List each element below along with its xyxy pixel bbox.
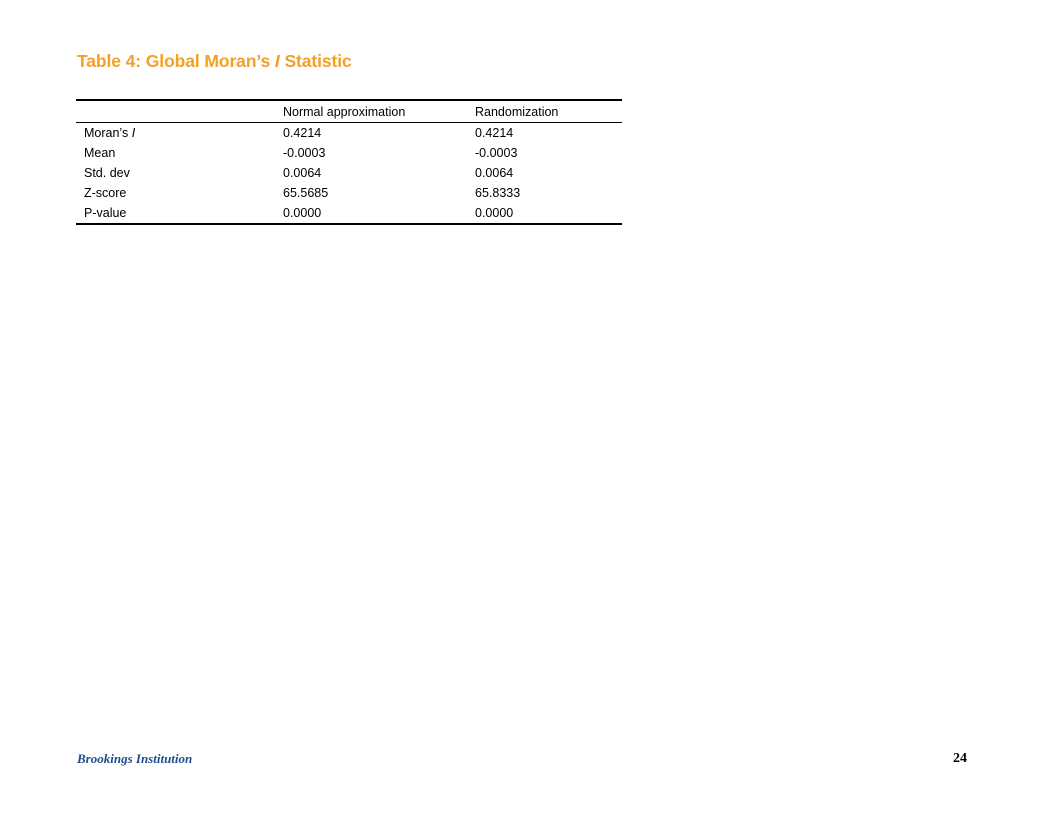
table-row — [76, 183, 622, 203]
table-title-prefix: Table 4: Global Moran’s — [77, 51, 275, 71]
table-row — [76, 163, 622, 183]
header-cell-label — [76, 100, 283, 123]
table-body — [76, 123, 622, 225]
row-label-text: Std. dev — [84, 166, 130, 180]
cell-normal: 65.5685 — [283, 186, 329, 200]
table-row — [76, 203, 622, 224]
header-cell-normal: Normal approximation — [283, 100, 475, 123]
cell-randomization: 0.4214 — [475, 126, 514, 140]
row-label-italic: I — [131, 126, 136, 140]
header-row — [76, 100, 622, 123]
table-row — [76, 123, 622, 144]
row-label — [76, 163, 283, 183]
table-title-suffix: Statistic — [279, 51, 352, 71]
row-label-text: Moran’s — [84, 126, 132, 140]
morans-i-table — [76, 99, 622, 225]
row-label — [76, 143, 283, 163]
row-label — [76, 203, 283, 224]
cell-randomization: 0.0000 — [475, 203, 622, 224]
row-label — [76, 183, 283, 203]
table-title — [77, 51, 352, 72]
table-row — [76, 143, 622, 163]
row-label-text: Mean — [84, 146, 116, 160]
table-header — [76, 100, 622, 123]
cell-randomization: 65.8333 — [475, 186, 521, 200]
cell-randomization: -0.0003 — [475, 146, 518, 160]
row-label — [76, 123, 283, 144]
row-label-text: P-value — [84, 206, 127, 220]
cell-normal: 0.4214 — [283, 126, 322, 140]
cell-normal: 0.0000 — [283, 203, 475, 224]
row-label-text: Z-score — [84, 186, 127, 200]
cell-normal: -0.0003 — [283, 146, 326, 160]
footer-brand: Brookings Institution — [77, 751, 193, 766]
table-title-italic: I — [274, 51, 280, 71]
page-number: 24 — [953, 751, 967, 766]
cell-normal: 0.0064 — [283, 166, 322, 180]
header-cell-randomization: Randomization — [475, 100, 622, 123]
cell-randomization: 0.0064 — [475, 166, 514, 180]
